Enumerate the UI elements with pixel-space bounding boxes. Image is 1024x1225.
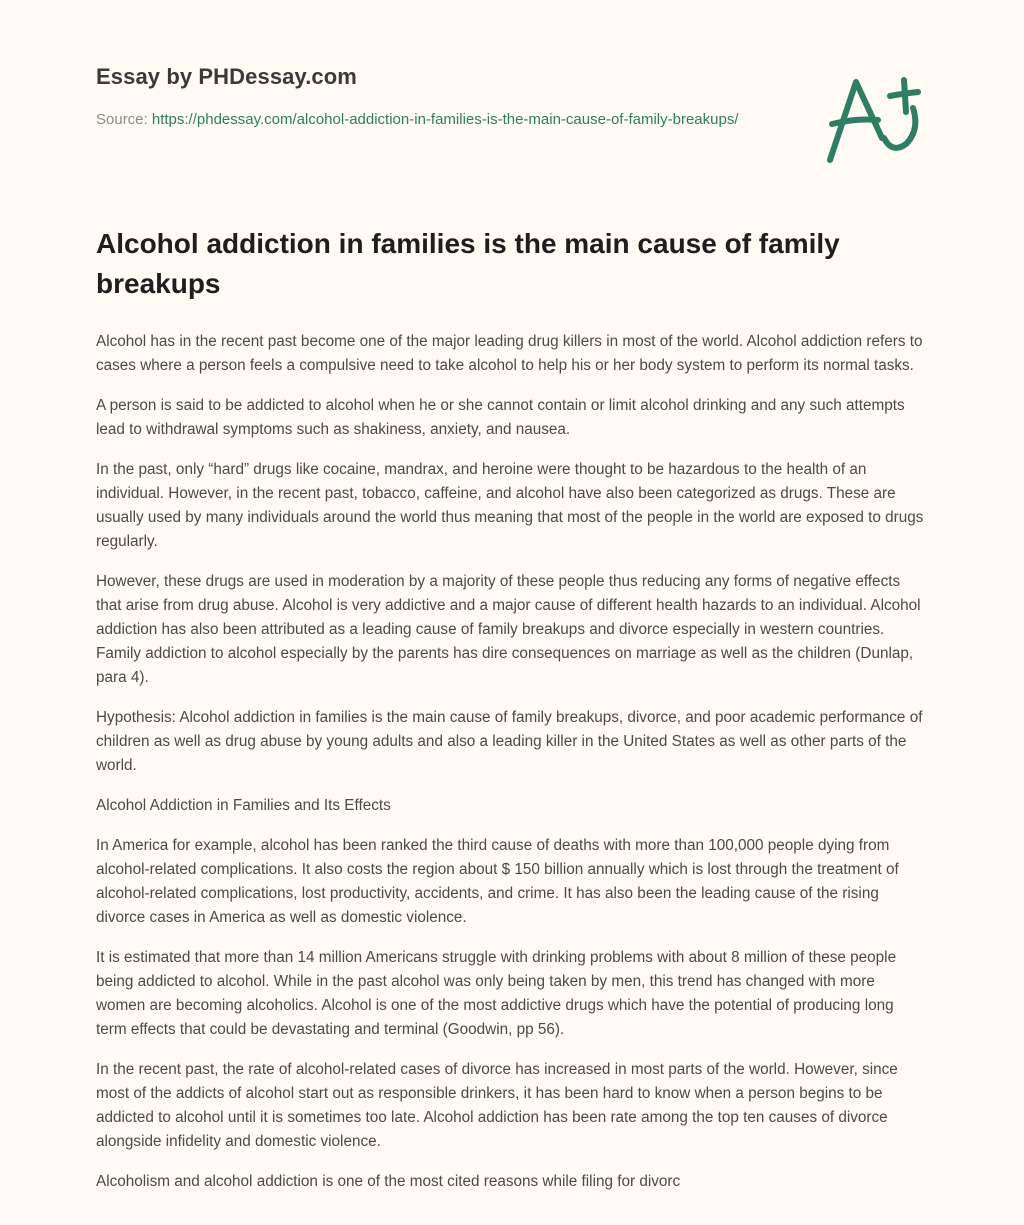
source-link[interactable]: https://phdessay.com/alcohol-addiction-in-families-is-the-main-cause-of-family-breakups/ — [151, 111, 739, 128]
essay-paragraph: In the recent past, the rate of alcohol-related cases of divorce has increased in most parts of the world. However, since most of the addicts of alcohol start out as responsible drinkers, it has been hard to know when a person begins to be addicted to alcohol until it is sometimes too late. Alcohol addiction has been rate among the top ten causes of divorce alongside infidelity and domestic violence. — [96, 1061, 898, 1150]
essay-paragraph: In the past, only “hard” drugs like cocaine, mandrax, and heroine were thought to be hazardous to the health of an individual. However, in the recent past, tobacco, caffeine, and alcohol have also been categorized as drugs. These are usually used by many individuals around the world thus meaning that most of the people in the world are exposed to drugs regularly. — [96, 461, 924, 550]
section-heading: Alcohol Addiction in Families and Its Effects — [96, 797, 391, 814]
a-plus-grade-icon — [820, 68, 930, 168]
site-title: Essay by PHDessay.com — [96, 64, 357, 89]
source-label: Source: — [96, 111, 152, 128]
source-line — [96, 108, 776, 132]
essay-content — [96, 224, 928, 1210]
essay-paragraph: Alcohol has in the recent past become one of the major leading drug killers in most of the world. Alcohol addiction refers to cases where a person feels a compulsive need to take alcohol to help his or her body system to perform its normal tasks. — [96, 333, 923, 374]
essay-paragraph: It is estimated that more than 14 million Americans struggle with drinking problems with about 8 million of these people being addicted to alcohol. While in the past alcohol was only being taken by men, this trend has changed with more women are becoming alcoholics. Alcohol is one of the most addictive drugs which have the potential of producing long term effects that could be devastating and terminal (Goodwin, pp 56). — [96, 949, 897, 1038]
essay-paragraph: Alcoholism and alcohol addiction is one of the most cited reasons while filing for divorc — [96, 1173, 681, 1190]
essay-paragraph: A person is said to be addicted to alcohol when he or she cannot contain or limit alcohol drinking and any such attempts lead to withdrawal symptoms such as shakiness, anxiety, and nausea. — [96, 397, 905, 438]
page-header — [96, 62, 796, 132]
essay-paragraph: Hypothesis: Alcohol addiction in families is the main cause of family breakups, divorce, and poor academic performance of children as well as drug abuse by young adults and also a leading killer in the United States as well as other parts of the world. — [96, 709, 923, 774]
essay-paragraph: In America for example, alcohol has been ranked the third cause of deaths with more than 100,000 people dying from alcohol-related complications. It also costs the region about $ 150 billion annually which is lost through the treatment of alcohol-related complications, lost productivity, accidents, and crime. It has also been the leading cause of the rising divorce cases in America as well as domestic violence. — [96, 837, 899, 926]
essay-title: Alcohol addiction in families is the main cause of family breakups — [96, 228, 840, 299]
essay-paragraph: However, these drugs are used in moderation by a majority of these people thus reducing any forms of negative effects that arise from drug abuse. Alcohol is very addictive and a major cause of different health hazards to an individual. Alcohol addiction has also been attributed as a leading cause of family breakups and divorce especially in western countries. Family addiction to alcohol especially by the parents has dire consequences on marriage as well as the children (Dunlap, para 4). — [96, 573, 921, 686]
